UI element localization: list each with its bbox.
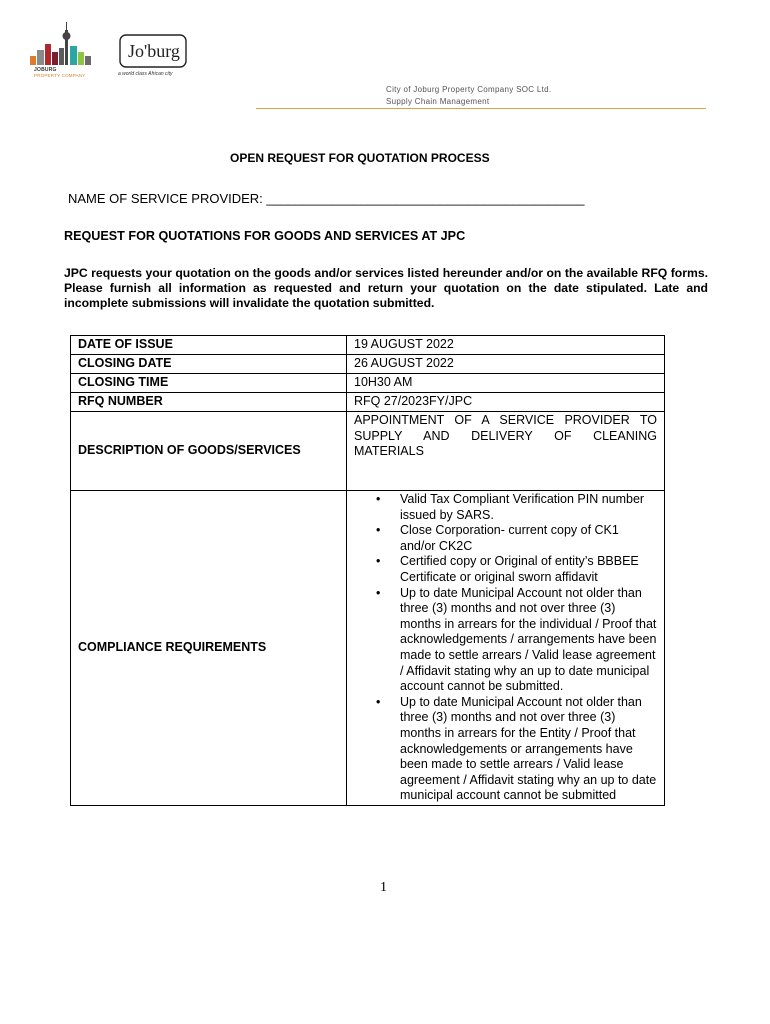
table-row <box>71 374 665 393</box>
jpc-logo-line1: JOBURG <box>34 67 57 73</box>
table-row <box>71 412 665 491</box>
joburg-logo <box>118 33 190 69</box>
list-item: • Valid Tax Compliant Verification PIN number issued by SARS. <box>400 492 657 523</box>
jpc-logo-line3: COMPANY <box>61 73 86 78</box>
row-value: 19 AUGUST 2022 <box>347 336 665 355</box>
jpc-logo-line2: PROPERTY <box>34 73 61 78</box>
table-row <box>71 336 665 355</box>
row-value: 26 AUGUST 2022 <box>347 355 665 374</box>
list-item: • Certified copy or Original of entity’s BBBEE Certificate or original sworn affidavit <box>400 554 657 585</box>
table-row <box>71 393 665 412</box>
intro-paragraph: JPC requests your quotation on the goods and/or services listed hereunder and/or on the available RFQ forms. Please furnish all information as requested and return your quotation on the date stipulated. Late and incomplete submissions will invalidate the quotation submitted. <box>64 266 708 310</box>
compliance-label: COMPLIANCE REQUIREMENTS <box>71 491 347 806</box>
joburg-wordmark: Jo'burg <box>128 41 180 61</box>
row-label: CLOSING TIME <box>71 374 347 393</box>
table-row <box>71 355 665 374</box>
provider-name-line: NAME OF SERVICE PROVIDER: ____________________________________________ <box>68 191 585 206</box>
joburg-tagline: a world class African city <box>118 71 173 77</box>
compliance-list-cell <box>347 491 665 806</box>
list-item: • Up to date Municipal Account not older than three (3) months and not over three (3) months in arrears for the Entity / Proof that acknowledgements or arrangements have been made to settle arrears / Valid lease agreement / Affidavit stating why an up to date municipal account cannot be submitted <box>400 695 657 804</box>
row-value: 10H30 AM <box>347 374 665 393</box>
table-row <box>71 491 665 806</box>
document-title: OPEN REQUEST FOR QUOTATION PROCESS <box>230 151 490 165</box>
compliance-list <box>354 492 657 804</box>
row-label: CLOSING DATE <box>71 355 347 374</box>
list-item: • Close Corporation- current copy of CK1 and/or CK2C <box>400 523 657 554</box>
header-divider <box>256 108 706 109</box>
row-value: APPOINTMENT OF A SERVICE PROVIDER TO SUPPLY AND DELIVERY OF CLEANING MATERIALS <box>347 412 665 491</box>
row-label: DESCRIPTION OF GOODS/SERVICES <box>71 412 347 491</box>
department-name: Supply Chain Management <box>386 97 490 106</box>
row-label: DATE OF ISSUE <box>71 336 347 355</box>
company-header <box>386 84 551 108</box>
request-heading: REQUEST FOR QUOTATIONS FOR GOODS AND SERVICES AT JPC <box>64 229 466 243</box>
company-name: City of Joburg Property Company SOC Ltd. <box>386 85 552 94</box>
row-value: RFQ 27/2023FY/JPC <box>347 393 665 412</box>
row-label: RFQ NUMBER <box>71 393 347 412</box>
list-item: • Up to date Municipal Account not older than three (3) months and not over three (3) months in arrears for the individual / Proof that acknowledgements / arrangements have been made to settle arrears / Valid lease agreement / Affidavit stating why an up to date municipal account cannot be submitted. <box>400 586 657 695</box>
jpc-logo-text <box>34 68 85 78</box>
page-number: 1 <box>380 880 387 895</box>
rfq-details-table <box>70 335 665 806</box>
